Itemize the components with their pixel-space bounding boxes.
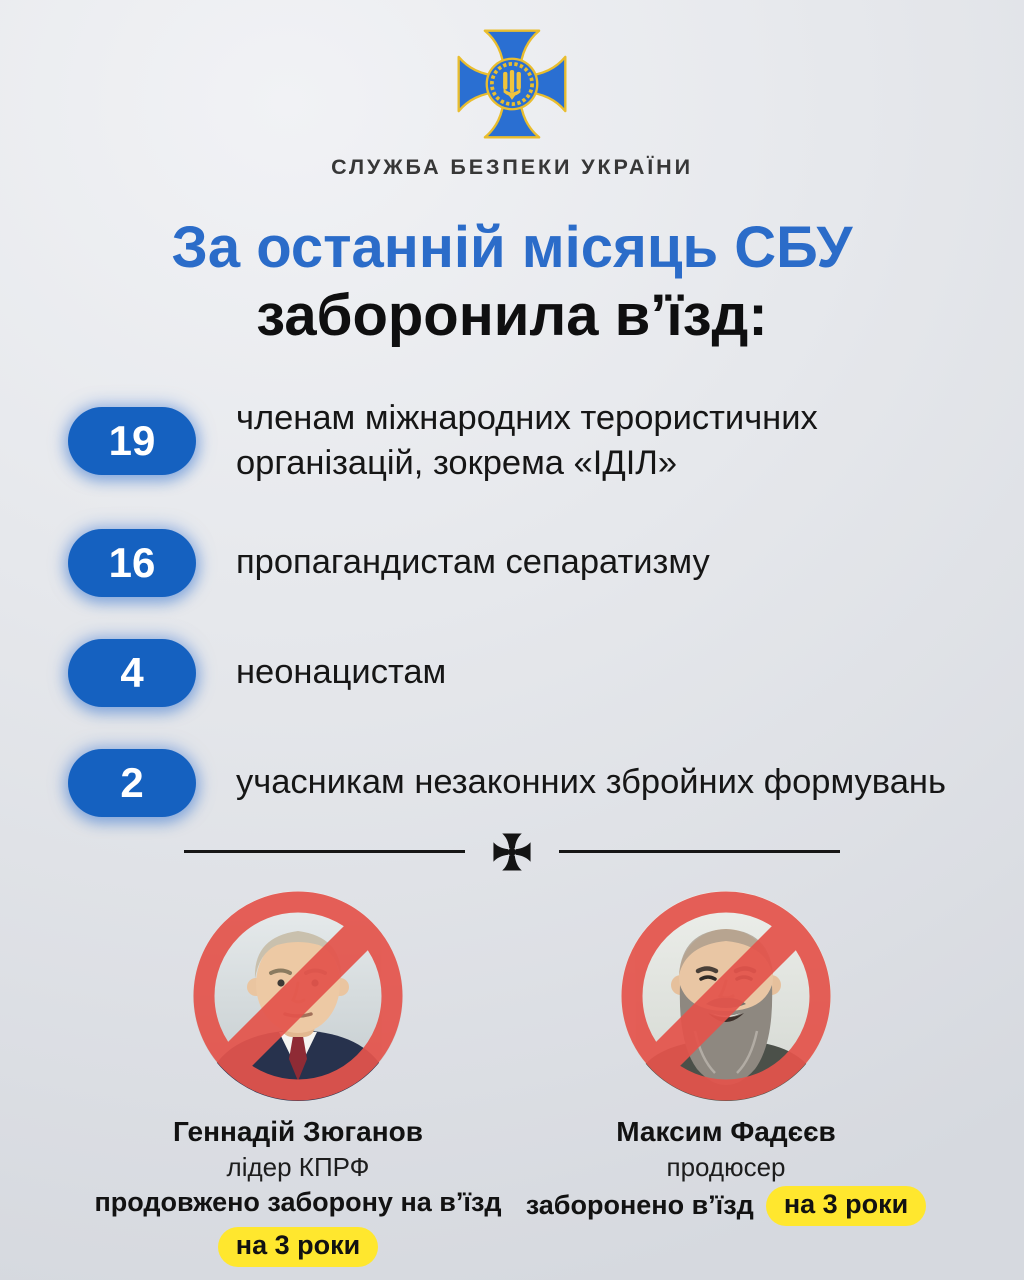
person-photo-fadeev — [621, 891, 831, 1101]
person-card-fadeev — [512, 891, 940, 1267]
page-title — [0, 214, 1024, 350]
person-card-zyuganov — [84, 891, 512, 1267]
person-role: продюсер — [666, 1151, 786, 1182]
person-action: продовжено заборону на в’їзд — [94, 1187, 502, 1218]
section-divider — [184, 829, 840, 875]
stat-row-armed-groups — [68, 749, 984, 817]
title-line-2: заборонила в’їзд: — [256, 282, 768, 348]
stat-row-terrorists — [68, 396, 984, 487]
stat-label: членам міжнародних терористичних організацій, зокрема «ІДІЛ» — [236, 398, 818, 483]
no-entry-icon — [621, 891, 831, 1101]
stat-label: пропагандистам сепаратизму — [236, 543, 710, 582]
ban-term-badge: на 3 роки — [766, 1186, 926, 1226]
stat-count-badge: 2 — [68, 749, 196, 817]
person-caption — [84, 1114, 512, 1267]
org-name: СЛУЖБА БЕЗПЕКИ УКРАЇНИ — [331, 155, 693, 179]
person-photo-zyuganov — [193, 891, 403, 1101]
stat-count-badge: 4 — [68, 639, 196, 707]
cross-pattee-icon — [491, 831, 533, 873]
stat-row-neonazis — [68, 639, 984, 707]
stats-list — [68, 396, 984, 817]
no-entry-icon — [193, 891, 403, 1101]
stat-label: неонацистам — [236, 653, 447, 692]
person-name: Геннадій Зюганов — [173, 1115, 423, 1147]
ban-term-badge: на 3 роки — [218, 1227, 378, 1267]
stat-count-badge: 19 — [68, 407, 196, 475]
sbu-emblem-icon — [454, 26, 570, 142]
stat-count-badge: 16 — [68, 529, 196, 597]
divider-line-left — [184, 850, 465, 853]
stat-label: учасникам незаконних збройних формувань — [236, 763, 946, 802]
header — [0, 0, 1024, 180]
banned-persons-row — [0, 891, 1024, 1267]
person-action: заборонено в’їзд — [525, 1190, 754, 1221]
divider-line-right — [559, 850, 840, 853]
person-name: Максим Фадєєв — [616, 1115, 836, 1147]
person-role: лідер КПРФ — [226, 1151, 370, 1182]
title-line-1: За останній місяць СБУ — [171, 215, 853, 280]
person-caption — [512, 1114, 940, 1227]
stat-row-propagandists — [68, 529, 984, 597]
